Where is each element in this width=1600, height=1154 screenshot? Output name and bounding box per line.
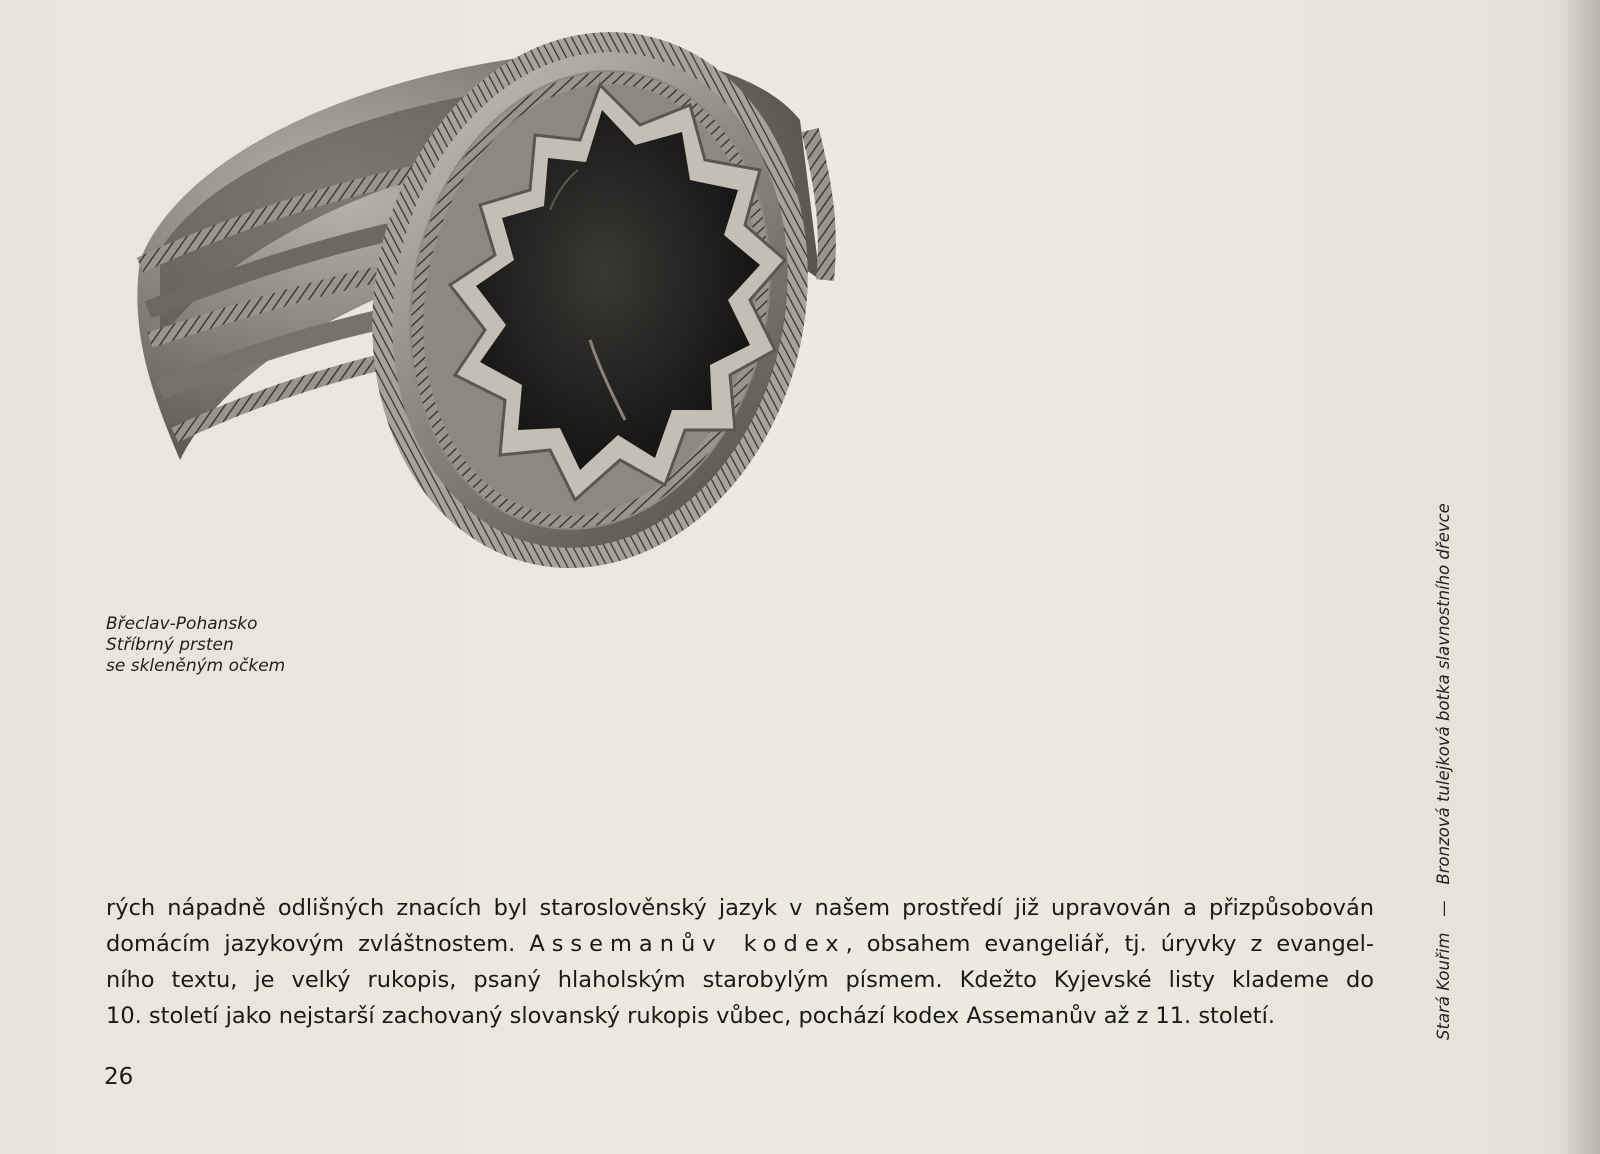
body-line-part: domácím jazykovým zvláštnostem. bbox=[106, 931, 530, 957]
caption-line: Břeclav-Pohansko bbox=[106, 614, 258, 634]
body-line: 10. století jako nejstarší zachovaný slovanský rukopis vůbec, pochází kodex Assemanův až z 11. století. bbox=[106, 1003, 1275, 1029]
body-line-part: , obsahem evangeliář, tj. úryvky z evangel- bbox=[845, 931, 1374, 957]
page-edge-shadow bbox=[1560, 0, 1600, 1154]
codex-name-spaced: Assemanův kodex bbox=[529, 931, 846, 957]
body-line: rých nápadně odlišných znacích byl staroslověnský jazyk v našem prostředí již upravován a přizpůsobován bbox=[106, 895, 1374, 921]
side-caption-separator: — bbox=[1434, 900, 1453, 917]
page-number: 26 bbox=[104, 1064, 134, 1090]
caption-line: se skleněným očkem bbox=[106, 656, 286, 676]
side-caption bbox=[1434, 503, 1453, 1040]
ring-photograph bbox=[120, 10, 880, 590]
photo-caption bbox=[106, 614, 406, 677]
body-paragraph bbox=[106, 890, 1374, 1034]
side-caption-description: Bronzová tulejková botka slavnostního dřevce bbox=[1434, 503, 1453, 885]
caption-line: Stříbrný prsten bbox=[106, 635, 234, 655]
body-line: ního textu, je velký rukopis, psaný hlaholským starobylým písmem. Kdežto Kyjevské listy klademe do bbox=[106, 967, 1374, 993]
body-line bbox=[106, 926, 1374, 962]
side-caption-place: Stará Kouřim bbox=[1434, 932, 1453, 1040]
